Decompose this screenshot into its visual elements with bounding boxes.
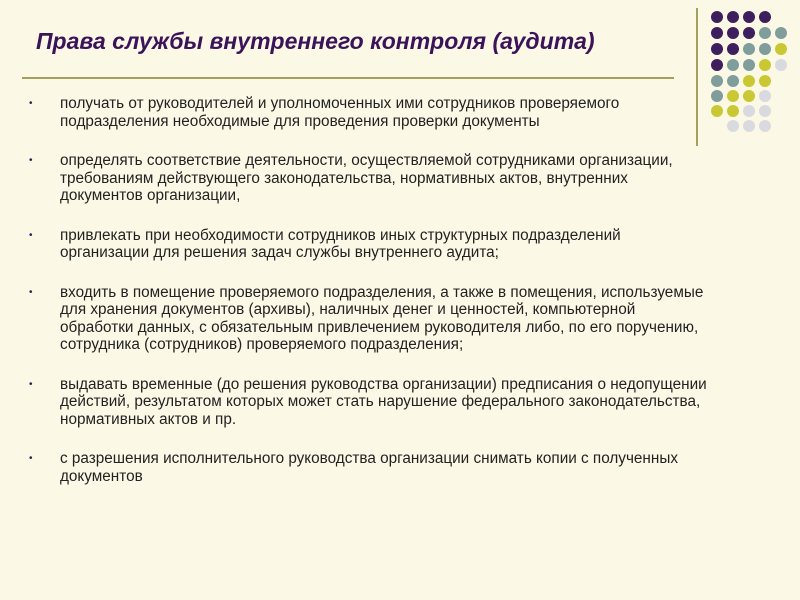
list-item <box>29 226 712 262</box>
decor-dot <box>711 59 723 71</box>
decor-dot <box>711 90 723 102</box>
decor-dot <box>759 11 771 23</box>
decor-dot <box>743 27 755 39</box>
bullet-icon: • <box>29 378 33 390</box>
list-item-text: получать от руководителей и уполномоченных ими сотрудников проверяемого подразделения необходимые для проведения проверки документы <box>60 95 620 130</box>
decor-dot <box>743 90 755 102</box>
decor-dot <box>743 59 755 71</box>
list-item <box>29 283 712 354</box>
bullet-icon: • <box>29 286 33 298</box>
list-item-text: входить в помещение проверяемого подразделения, а также в помещения, используемые для хранения документов (архивы), наличных денег и ценностей, компьютерной обработки данных, с обязательным привлечением руководителя либо, по его поручению, сотрудника (сотрудников) проверяемого подразделения; <box>60 283 704 353</box>
decor-dot <box>727 105 739 117</box>
decor-dot <box>711 27 723 39</box>
decor-dot <box>743 105 755 117</box>
decor-dot <box>711 105 723 117</box>
list-item <box>29 375 712 429</box>
decor-dot <box>727 27 739 39</box>
decor-dot <box>759 105 771 117</box>
decor-dot <box>711 43 723 55</box>
bullet-icon: • <box>29 453 33 464</box>
decor-dot <box>727 59 739 71</box>
decor-dot <box>775 59 787 71</box>
bullet-icon: • <box>29 98 33 109</box>
decor-dot <box>727 43 739 55</box>
decor-dot <box>711 75 723 87</box>
decor-dot <box>759 59 771 71</box>
decor-dot <box>727 90 739 102</box>
decor-dot <box>759 27 771 39</box>
bullet-icon: • <box>29 155 33 166</box>
decor-dot <box>743 75 755 87</box>
list-item-text: определять соответствие деятельности, осуществляемой сотрудниками организации, требованиям действующего законодательства, нормативных актов, внутренних документов организации, <box>60 152 673 204</box>
decor-dot <box>759 120 771 132</box>
decor-dot <box>743 11 755 23</box>
list-item-text: привлекать при необходимости сотрудников иных структурных подразделений организации для решения задач службы внутреннего аудита; <box>60 226 621 261</box>
decor-dot <box>727 11 739 23</box>
decor-dot <box>759 90 771 102</box>
decor-dot <box>711 11 723 23</box>
list-item-text: с разрешения исполнительного руководства организации снимать копии с полученных документов <box>60 450 678 485</box>
list-item <box>29 152 712 205</box>
decor-dot <box>727 120 739 132</box>
slide-title: Права службы внутреннего контроля (аудита) <box>36 28 595 54</box>
rights-list <box>29 95 712 507</box>
decor-dot <box>759 75 771 87</box>
list-item-text: выдавать временные (до решения руководства организации) предписания о недопущении действий, результатом которых может стать нарушение федерального законодательства, нормативных актов и пр. <box>60 375 707 428</box>
title-rule <box>22 77 674 79</box>
decor-dot <box>743 43 755 55</box>
decor-dot <box>727 75 739 87</box>
decor-dot <box>775 27 787 39</box>
list-item <box>29 95 712 130</box>
bullet-icon: • <box>29 229 33 241</box>
decor-dot <box>743 120 755 132</box>
list-item <box>29 450 712 485</box>
decor-dot <box>775 43 787 55</box>
decor-dot <box>759 43 771 55</box>
